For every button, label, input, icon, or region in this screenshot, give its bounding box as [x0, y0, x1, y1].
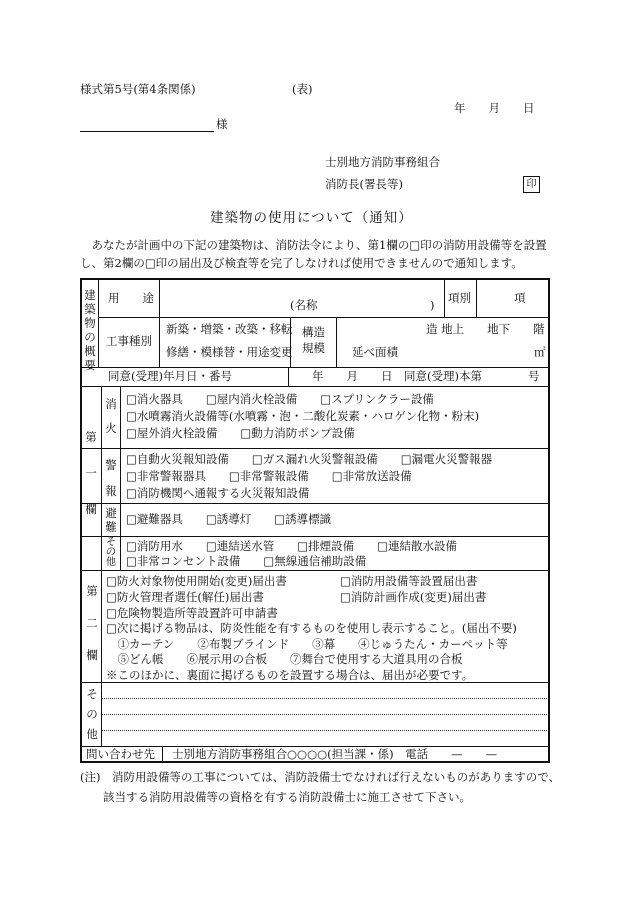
intro-text [80, 236, 560, 272]
form-number: 様式第5号(第4条関係) [80, 82, 196, 96]
work-types-line-2: 修繕・模様替・用途変更 [166, 345, 293, 359]
evacuation-equipment: □避難器具 □誘導灯 □誘導標識 [126, 512, 332, 526]
structure-floors: 造 地上 地下 階 [426, 322, 545, 336]
area-unit: ㎡ [534, 345, 546, 359]
fire-extinguishing-equipment: □消火器具 □屋内消火栓設備 □スプリンクラー設備 □水噴霧消火設備等(水噴霧・泡・二酸化炭素・ハロゲン化物・粉末) □屋外消火栓設備 □動力消防ポンプ設備 [126, 392, 480, 440]
alarm-label: 警 報 [105, 458, 117, 498]
notice-form-table [80, 278, 550, 763]
section2-flame-retardant: □次に掲げる物品は、防炎性能を有するものを使用し表示すること。(届出不要) ①カーテン ②布製ブラインド ③幕 ④じゅうたん・カーペット等 ⑤どん帳 ⑥展示用の合板 ⑦舞台で使用する大道具用の合板 ※このほかに、裏面に掲げるものを設置する場合は、届出が必要です。 [106, 621, 517, 682]
footnote-line-1: (注) 消防用設備等の工事については、消防設備士でなければ行えないものがありますので、 [80, 770, 561, 784]
building-name-close: ) [430, 298, 435, 312]
item-class-unit: 項 [514, 291, 526, 305]
intro-line-1: あなたが計画中の下記の建築物は、消防法令により、第1欄の□印の消防用設備等を設置 [80, 238, 547, 252]
work-types-line-1: 新築・増築・改築・移転 [166, 322, 293, 336]
consent-label: 同意(受理)年月日・番号 [108, 369, 232, 383]
section2-label: 第 二 欄 [86, 584, 98, 662]
others-label: そ の 他 [86, 687, 98, 741]
addressee-suffix: 様 [216, 117, 228, 131]
document-title: 建築物の使用について（通知） [210, 210, 413, 226]
fire-extinguishing-label: 消 火 [105, 397, 117, 435]
section2-filings-col1: □防火対象物使用開始(変更)届出書 □防火管理者選任(解任)届出書 □危険物製造所等設置許可申請書 [106, 574, 287, 620]
consent-date-number: 年 月 日 同意(受理)本第 号 [312, 369, 540, 383]
building-name-label: (名称 [290, 298, 318, 312]
other-equipment: □消防用水 □連結送水管 □排煙設備 □連結散水設備 □非常コンセント設備 □無線通信補助設備 [126, 539, 457, 568]
footnote-line-2: 該当する消防用設備等の資格を有する消防設備士に施工させて下さい。 [80, 790, 471, 804]
overview-section-label: 建 築 物 の 概 要 [84, 288, 96, 372]
intro-line-2: し、第2欄の□印の届出及び検査等を完了しなければ使用できませんので通知します。 [80, 256, 523, 270]
structure-label-1: 構造 [302, 325, 325, 339]
section2-filings-col2: □消防用設備等設置届出書 □消防計画作成(変更)届出書 [340, 574, 487, 604]
contact-text: 士別地方消防事務組合○○○○(担当課・係) 電話 — — [172, 747, 498, 761]
item-class-label: 項別 [448, 291, 471, 305]
other-equipment-label: そ の 他 [106, 537, 116, 568]
issuer-title: 消防長(署長等) [325, 177, 403, 191]
floor-area-label: 延べ面積 [352, 345, 398, 359]
work-type-label: 工事種別 [106, 334, 152, 348]
alarm-equipment: □自動火災報知設備 □ガス漏れ火災警報設備 □漏電火災警報器 □非常警報器具 □非常警報設備 □非常放送設備 □消防機関へ通報する火災報知設備 [126, 452, 493, 500]
issuer-organization: 士別地方消防事務組合 [325, 155, 440, 169]
structure-label-2: 規模 [302, 341, 325, 355]
contact-label: 問い合わせ先 [86, 747, 155, 761]
addressee-line [80, 131, 214, 132]
use-label: 用 途 [108, 291, 154, 305]
section1-label: 第 一 欄 [85, 430, 97, 516]
issue-date: 年 月 日 [454, 101, 535, 115]
seal-mark: 印 [521, 176, 540, 193]
form-side: (表) [292, 82, 313, 96]
evacuation-label: 避 難 [105, 506, 117, 534]
